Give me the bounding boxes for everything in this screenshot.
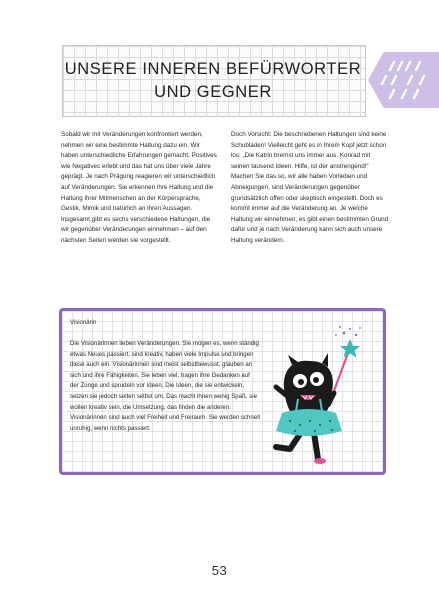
dash-banner-icon bbox=[376, 56, 436, 104]
page-number: 53 bbox=[211, 563, 228, 578]
body-column-right: Doch Vorsicht: Die beschriebenen Haltungen sind keine Schubladen! Vielleicht geht es in Ihrem Kopf jetzt schon los: „Die Katrin bremst uns immer aus. Konrad mit seinen tausend Ideen. Hilfe, ist der anstrengend!“ Machen Sie das so, wir alle haben Vorlieben und Abneigungen, sind Veränderungen gegenüber grundsätzlich offen oder skeptisch eingestellt. Doch es kommt immer auf die Veränderung an. Je welche Haltung wir einnehmen, es gibt einen bestimmten Grund dafür und je nach Veränderung kann sich auch unsere Haltung verändern. bbox=[231, 131, 389, 244]
sparkle-dots bbox=[335, 326, 361, 336]
example-box-label: Visionärin bbox=[70, 320, 97, 326]
wand-star-icon bbox=[340, 339, 360, 358]
wand-icon bbox=[334, 353, 348, 391]
page-title-line-1: UNSERE INNEREN BEFÜRWORTER bbox=[64, 60, 362, 78]
example-box-text: Die Visionärinnen lieben Veränderungen. Sie mögen es, wenn ständig etwas Neues passiert, sind kreativ, haben viele Impulse und bringen diese auch ein. Visionärinnen sind meist selbstbewusst, glauben an sich und ihre Fähigkeiten. Sie leben viel, tragen ihre Gedanken auf der Zunge und sprudeln vor Ideen. Die Ideen, die sie entwickeln, setzen sie jedoch selten selbst um. Das macht ihnen wenig Spaß, sie wollen kreativ sein, die Umsetzung, das finden die anderen. Visionärinnen sind auch viel Freiheit und Freiraum. Sie werden schnell unruhig, wenn nichts passiert. bbox=[70, 340, 260, 432]
monster-illustration bbox=[270, 319, 378, 469]
example-box bbox=[59, 308, 386, 475]
body-column-left: Sobald wir mit Veränderungen konfrontiert werden, nehmen wir eine bestimmte Haltung dazu ein. Wir haben unterschiedliche Erfahrungen gemacht, Positives wie Negatives erlebt und das hat uns über viele Jahre geprägt. Je nach Prägung reagieren wir unterschiedlich auf Veränderungen. Sie erkennen ihre Haltung und die Haltung ihrer Mitmenschen an der Körpersprache, Gestik, Mimik und natürlich an ihren Aussagen. Insgesamt gibt es sechs verschiedene Haltungen, die wir gegenüber Veränderungen einnehmen – auf den nächsten Seiten werden sie vorgestellt. bbox=[61, 131, 217, 244]
page-title-line-2: UND GEGNER bbox=[154, 83, 272, 101]
page-title bbox=[62, 58, 364, 104]
